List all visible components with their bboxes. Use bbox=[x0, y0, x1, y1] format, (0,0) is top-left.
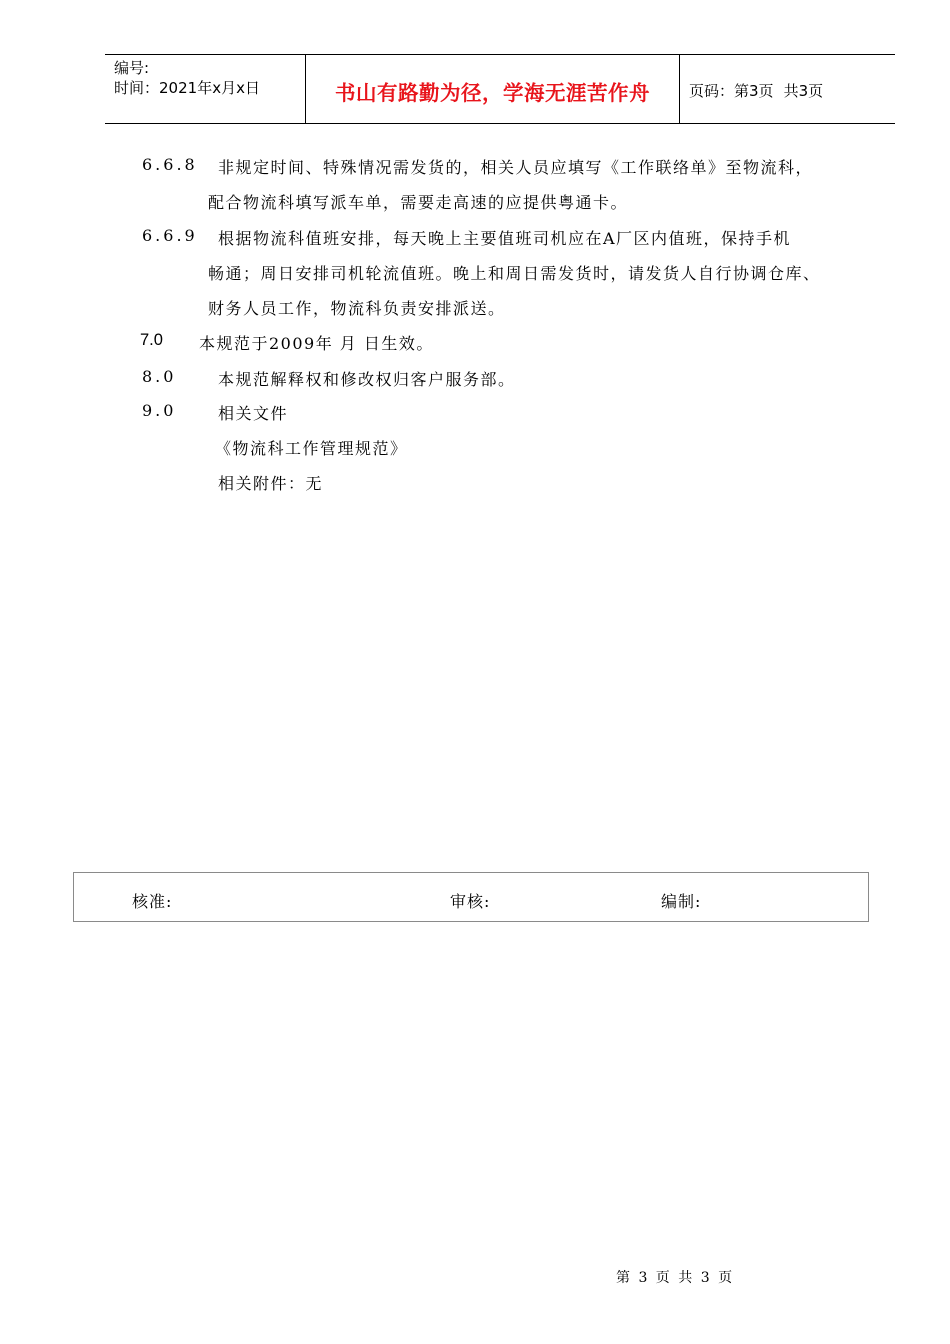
page-total: 共3页 bbox=[783, 82, 824, 100]
document-header bbox=[105, 54, 895, 124]
section-number-80: 8.0 bbox=[142, 367, 177, 386]
section-number-669: 6.6.9 bbox=[142, 226, 198, 245]
approve-label: 核准: bbox=[132, 892, 173, 911]
section-669-line-1: 根据物流科值班安排，每天晚上主要值班司机应在A厂区内值班，保持手机 bbox=[218, 229, 792, 248]
page-label: 页码： bbox=[689, 82, 735, 100]
code-label: 编号: bbox=[114, 59, 150, 77]
section-90-text: 相关文件 bbox=[218, 404, 289, 423]
related-document: 《物流科工作管理规范》 bbox=[215, 439, 408, 458]
page-footer: 第 3 页 共 3 页 bbox=[616, 1270, 735, 1286]
review-label: 审核: bbox=[450, 892, 491, 911]
section-669-line-2: 畅通；周日安排司机轮流值班。晚上和周日需发货时，请发货人自行协调仓库、 bbox=[208, 264, 821, 283]
section-number-90: 9.0 bbox=[142, 401, 177, 420]
section-number-668: 6.6.8 bbox=[142, 155, 198, 174]
prepare-label: 编制: bbox=[661, 892, 702, 911]
signoff-box bbox=[73, 872, 869, 922]
date-text: 2021年x月x日 bbox=[159, 79, 260, 97]
header-meta bbox=[105, 55, 306, 123]
time-label: 时间： bbox=[114, 79, 160, 97]
section-669-line-3: 财务人员工作，物流科负责安排派送。 bbox=[208, 299, 506, 318]
header-page-info bbox=[680, 55, 895, 123]
section-80-text: 本规范解释权和修改权归客户服务部。 bbox=[218, 370, 516, 389]
related-attachments: 相关附件：无 bbox=[218, 474, 324, 493]
page-current: 第3页 bbox=[734, 82, 774, 100]
section-668-line-1: 非规定时间、特殊情况需发货的，相关人员应填写《工作联络单》至物流科， bbox=[218, 158, 814, 177]
date-line bbox=[114, 78, 305, 98]
header-motto: 书山有路勤为径，学海无涯苦作舟 bbox=[306, 55, 680, 123]
section-668-line-2: 配合物流科填写派车单，需要走高速的应提供粤通卡。 bbox=[208, 193, 629, 212]
section-70-text: 本规范于2009年 月 日生效。 bbox=[199, 334, 434, 353]
section-number-70: 7.0 bbox=[140, 331, 163, 349]
